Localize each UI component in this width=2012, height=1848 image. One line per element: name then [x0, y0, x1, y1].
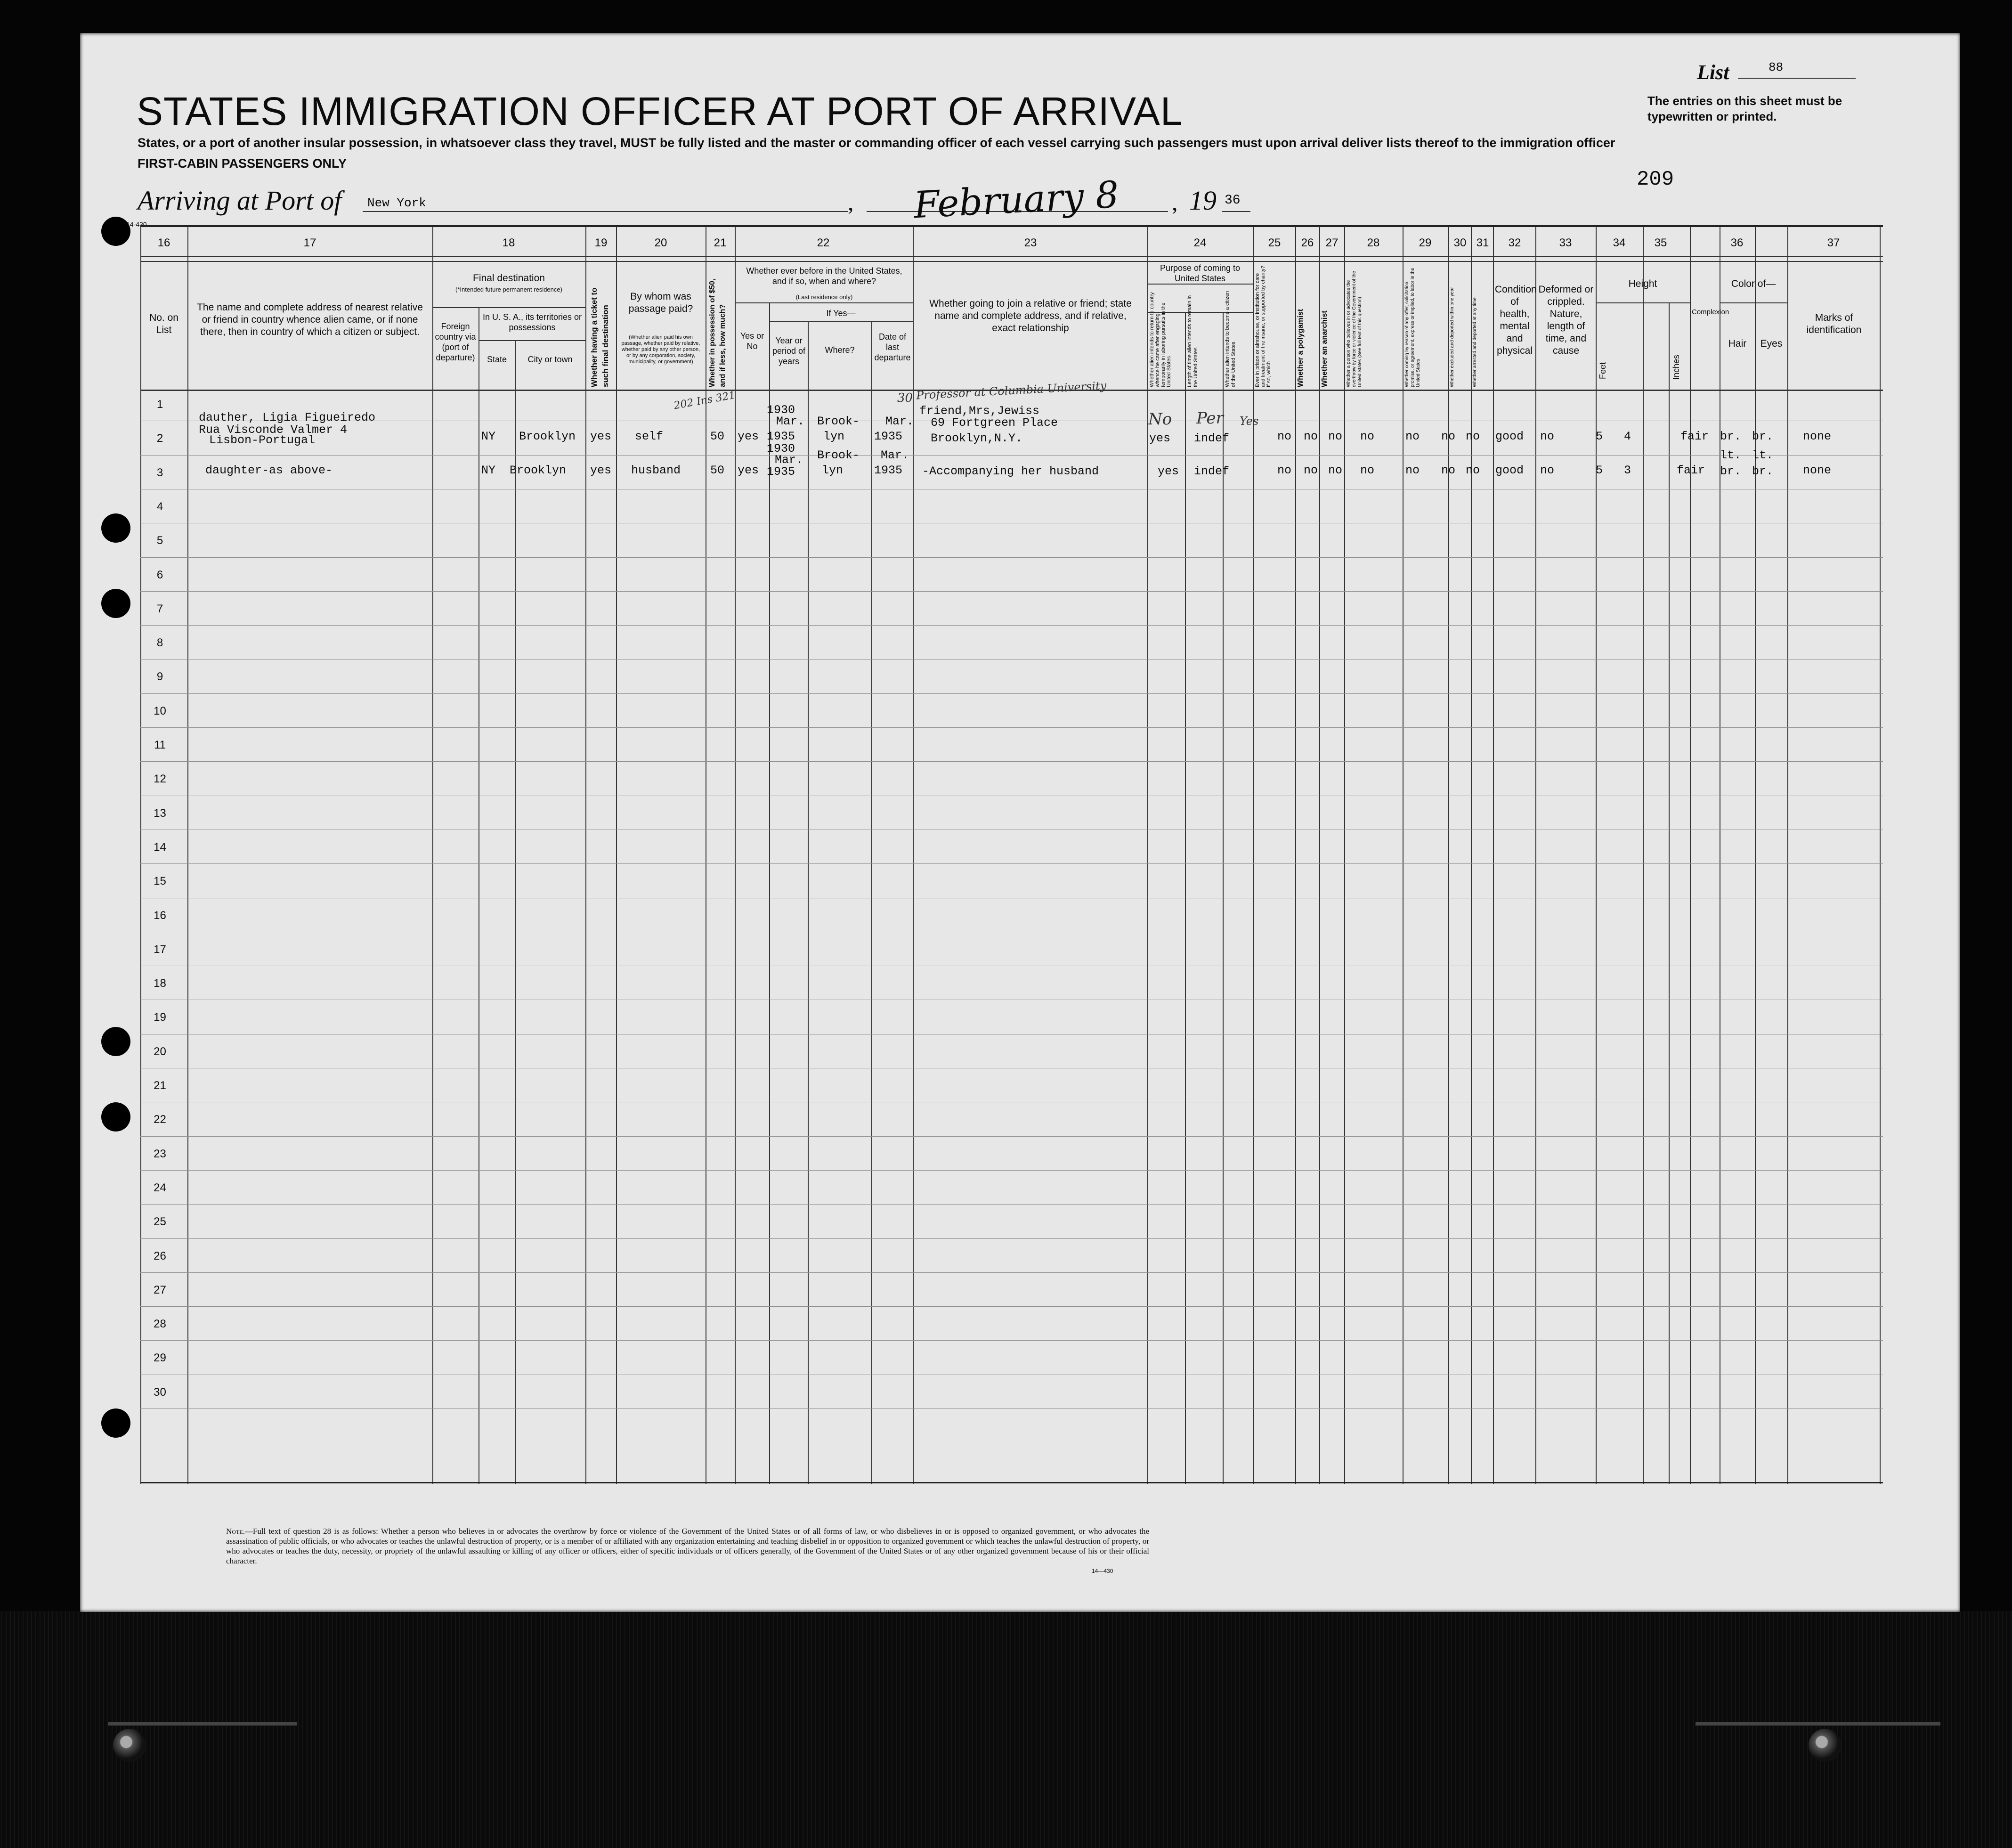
- hdr-in-usa: In U. S. A., its territories or possessions: [482, 312, 582, 332]
- entry-1-years-bottom: 1935: [767, 430, 795, 443]
- row-number: 3: [156, 466, 163, 479]
- row-number: 24: [154, 1181, 166, 1194]
- row-number: 6: [156, 568, 163, 581]
- colnum: 22: [817, 236, 830, 249]
- entry-1-departure-top: Mar.: [885, 415, 914, 428]
- colnum: 33: [1559, 236, 1572, 249]
- entry-2-marks: none: [1803, 464, 1832, 477]
- row-number: 11: [154, 739, 166, 751]
- row-number: 23: [154, 1147, 166, 1160]
- colnum: 28: [1367, 236, 1380, 249]
- col-line: [735, 227, 736, 1484]
- hdr-anarchist: Whether an anarchist: [1321, 310, 1329, 387]
- col-line: [432, 227, 433, 1484]
- sheet-number: 209: [1637, 168, 1674, 191]
- colnum: 32: [1508, 236, 1521, 249]
- hdr-feet: Feet: [1598, 362, 1607, 380]
- colnum: 16: [157, 236, 170, 249]
- year-suffix: 36: [1225, 193, 1241, 208]
- row-number: 9: [156, 670, 163, 684]
- entry-2-eyes: lt. br.: [1752, 448, 1774, 478]
- hdr-health: Condition of health, mental and physical: [1495, 284, 1537, 356]
- entry-1-return: yes: [1149, 431, 1171, 445]
- row-line: [140, 1340, 1883, 1341]
- row-line: [140, 1238, 1883, 1239]
- binder-clip-bar: [108, 1722, 297, 1726]
- col-line: [1787, 227, 1788, 1484]
- colnum: 17: [303, 236, 316, 249]
- entry-2-state: NY: [481, 464, 496, 477]
- row-number: 18: [154, 977, 166, 990]
- row-number: 14: [154, 840, 166, 854]
- entry-1-eyes: br.: [1752, 430, 1774, 443]
- entry-2-years-mid: Mar.: [775, 453, 803, 467]
- entry-1-marks: none: [1803, 430, 1832, 443]
- entry-1-ever-before: yes: [738, 430, 759, 443]
- row-line: [140, 761, 1883, 762]
- entry-1-join-3: Brooklyn,N.Y.: [931, 431, 1023, 445]
- col-line: [808, 321, 809, 1484]
- entry-2-relative: daughter-as above-: [205, 464, 333, 477]
- hdr-deformed: Deformed or crippled. Nature, length of time, and cause: [1538, 284, 1594, 356]
- entry-2-feet: 5: [1596, 464, 1603, 477]
- hdr-year-period: Year or period of years: [772, 336, 806, 366]
- subhdr: [1147, 284, 1253, 285]
- row-line: [140, 557, 1883, 558]
- hdr-state: State: [487, 355, 507, 364]
- form-code: 14-430: [126, 220, 147, 228]
- col-line: [1295, 227, 1296, 1484]
- colnum: 30: [1453, 236, 1467, 249]
- row-line: [140, 1272, 1883, 1273]
- footnote-text: —Full text of question 28 is as follows: Whether a person who believes in or advocates the overthrow by force or violence of the Government of the United States or of all forms of law, or who disbelieves in or is opposed to organized government, or who advocates the assassination of public officials, or who advocates or teaches the unlawful destruction of property, or is a member of or affiliated with any organization entertaining and teaching disbelief in or opposition to organized government or which teaches the unlawful destruction of property, or who advocates or teaches the duty, necessity, or propriety of the unlawful assaulting or killing of any officer or officers, either of specific individuals or of officers generally, of the Government of the United States or of any other organized government because of his or their official character.: [226, 1527, 1149, 1565]
- col-line: [1493, 227, 1494, 1484]
- colnum: 20: [654, 236, 667, 249]
- col-line: [187, 227, 188, 1484]
- entry-2-where-bottom: lyn: [822, 464, 844, 477]
- entry-2-city: Brooklyn: [510, 464, 567, 477]
- hdr-going-to-join: Whether going to join a relative or friend; state name and complete address, and if relative, exact relationship: [929, 298, 1132, 334]
- row-number: 28: [154, 1318, 166, 1331]
- entry-1-handwritten-length: Per: [1196, 409, 1224, 428]
- hdr-purpose: Purpose of coming to United States: [1160, 263, 1241, 283]
- hdr-ticket: Whether having a ticket to such final destination: [590, 287, 610, 387]
- entry-2-ticket: yes: [590, 464, 612, 477]
- entry-1-health: good: [1495, 430, 1524, 443]
- entry-2-prison: no: [1277, 464, 1292, 477]
- hdr-prison: Ever in prison or almshouse, or institution for care and treatment of the insane, or supported by charity? If so, which: [1255, 265, 1272, 387]
- row-number: 15: [154, 875, 166, 888]
- subhdr: [769, 321, 913, 322]
- hdr-city: City or town: [527, 355, 573, 364]
- row-number: 8: [156, 636, 163, 650]
- hdr-polygamist: Whether a polygamist: [1297, 309, 1305, 387]
- row-number: 5: [156, 534, 163, 547]
- entry-1-relative-2: Rua Visconde Valmer 4: [199, 423, 348, 437]
- arriving-label: Arriving at Port of: [138, 185, 342, 216]
- port-value: New York: [367, 196, 426, 210]
- entry-1-join-1: friend,Mrs,Jewiss: [919, 404, 1040, 418]
- row-number: 16: [154, 909, 166, 922]
- colnum: 34: [1613, 236, 1626, 249]
- hdr-q30: Whether excluded and deported within one year: [1450, 287, 1455, 387]
- row-number: 26: [154, 1249, 166, 1262]
- entry-1-q30: no: [1441, 430, 1456, 443]
- hdr-by-whom: By whom was passage paid?: [628, 291, 693, 314]
- subhdr: [432, 307, 585, 308]
- colnum: 19: [594, 236, 608, 249]
- colnum: 23: [1024, 236, 1037, 249]
- row-line: [140, 1204, 1883, 1205]
- colnum: 18: [502, 236, 515, 249]
- colnum-divider: [140, 256, 1883, 257]
- row-number: 12: [154, 773, 166, 786]
- row-number: 20: [154, 1045, 166, 1058]
- port-line: [363, 211, 848, 212]
- entry-1-inches: 4: [1624, 430, 1631, 443]
- page-title: STATES IMMIGRATION OFFICER AT PORT OF ARRIVAL: [137, 89, 1183, 133]
- binder-clip-right: [1809, 1729, 1842, 1762]
- footnote-code: 14—430: [1092, 1568, 1113, 1574]
- col-line: [1448, 227, 1449, 1484]
- row-line: [140, 1408, 1883, 1409]
- hdr-complexion: Complexion: [1692, 308, 1729, 316]
- instructions: States, or a port of another insular possession, in whatsoever class they travel, MUST be fully listed and the master or commanding officer of each vessel carrying such passengers must upon arrival deliver lists thereof to the immigration officer: [138, 136, 1615, 150]
- entry-2-deformed: no: [1540, 464, 1555, 477]
- entry-2-money: 50: [710, 464, 725, 477]
- entry-1-handwritten-return: No: [1148, 410, 1172, 429]
- table-bottom: [140, 1482, 1883, 1483]
- entry-2-paid-by: husband: [631, 464, 681, 477]
- entry-1-length: indef: [1194, 431, 1230, 445]
- hdr-purpose-c: Whether alien intends to become a citizen of the United States: [1225, 291, 1236, 387]
- entry-2-years-bottom: 1935: [767, 465, 795, 479]
- entry-2-q28: no: [1360, 464, 1375, 477]
- col-line: [1471, 227, 1472, 1484]
- list-number-line: [1738, 78, 1856, 79]
- hdr-if-yes: If Yes—: [826, 309, 856, 318]
- colnum: 31: [1476, 236, 1489, 249]
- punch-hole: [101, 1102, 130, 1132]
- entry-1-q28: no: [1360, 430, 1375, 443]
- row-line: [140, 727, 1883, 728]
- row-line: [140, 1306, 1883, 1307]
- colnum: 24: [1193, 236, 1207, 249]
- row-line: [140, 863, 1883, 864]
- entry-1-feet: 5: [1596, 430, 1603, 443]
- entry-2-anarchist: no: [1328, 464, 1343, 477]
- colnum: 25: [1268, 236, 1281, 249]
- row-line: [140, 625, 1883, 626]
- col-line: [140, 227, 141, 1484]
- punch-hole: [101, 1027, 130, 1056]
- hdr-last-residence: (Last residence only): [795, 293, 853, 301]
- entry-1-years-mid: Mar.: [776, 415, 805, 428]
- row-number: 17: [154, 943, 166, 956]
- col-line: [871, 321, 872, 1484]
- entry-2-q30: no: [1441, 464, 1456, 477]
- list-number: 88: [1769, 60, 1784, 74]
- entry-2-departure-top: Mar.: [881, 448, 909, 462]
- col-line: [1690, 227, 1691, 1484]
- col-line: [616, 227, 617, 1484]
- row-number: 29: [154, 1351, 166, 1365]
- hdr-eyes: Eyes: [1760, 338, 1783, 349]
- hdr-final-destination-sub: (*Intended future permanent residence): [455, 286, 562, 293]
- arrival-date: February 8: [912, 173, 1120, 227]
- colnum: 27: [1325, 236, 1339, 249]
- binder-clip-bar-right: [1696, 1722, 1940, 1726]
- footnote: [226, 1526, 1149, 1566]
- row-number: 4: [156, 500, 163, 513]
- hdr-color-of: Color of—: [1731, 278, 1776, 289]
- row-number: 13: [154, 806, 166, 820]
- col-line: [1344, 227, 1345, 1484]
- row-number: 7: [156, 602, 163, 615]
- col-line: [1643, 227, 1644, 1484]
- entry-1-relative: dauther, Ligia Figueiredo: [199, 411, 376, 424]
- entry-2-hair: lt. br.: [1720, 448, 1742, 478]
- comma: ,: [1172, 189, 1178, 215]
- hdr-foreign-country: Foreign country via (port of departure): [435, 322, 476, 362]
- subhdr: [1720, 302, 1787, 303]
- entry-1-city: Brooklyn: [519, 430, 576, 443]
- list-label: List: [1697, 61, 1729, 84]
- row-line: [140, 1136, 1883, 1137]
- row-line: [140, 693, 1883, 694]
- entry-1-where-top: Brook-: [817, 415, 860, 428]
- entry-1-where-bottom: lyn: [823, 430, 845, 443]
- entry-1-prison: no: [1277, 430, 1292, 443]
- entries-note: The entries on this sheet must be typewritten or printed.: [1647, 94, 1842, 123]
- entry-1-anarchist: no: [1328, 430, 1343, 443]
- entry-2-length: indef: [1194, 464, 1230, 478]
- scanner-background: [0, 1611, 2012, 1848]
- entry-1-paid-by: self: [635, 430, 664, 443]
- row-number: 21: [154, 1079, 166, 1092]
- col-line: [515, 340, 516, 1484]
- subhdr: [735, 302, 913, 303]
- hdr-final-destination: Final destination: [473, 273, 545, 284]
- cabin-class: FIRST-CABIN PASSENGERS ONLY: [138, 156, 347, 171]
- entry-1-deformed: no: [1540, 430, 1555, 443]
- hdr-q31: Whether arrested and deported at any time: [1472, 297, 1477, 387]
- col-line: [1403, 227, 1404, 1484]
- row-number: 2: [156, 432, 163, 445]
- row-number: 1: [156, 398, 163, 411]
- header-divider: [140, 261, 1883, 262]
- colnum: 21: [714, 236, 727, 249]
- entry-2-departure-bottom: 1935: [874, 464, 903, 477]
- entry-2-return: yes: [1158, 464, 1179, 478]
- row-line: [140, 1170, 1883, 1171]
- hdr-inches: Inches: [1671, 354, 1681, 380]
- row-number: 10: [154, 704, 166, 717]
- hdr-no-on-list: No. on List: [149, 312, 178, 335]
- colnum: 36: [1730, 236, 1744, 249]
- colnum: 35: [1654, 236, 1667, 249]
- hdr-hair: Hair: [1728, 338, 1747, 349]
- entry-2-polygamist: no: [1304, 464, 1318, 477]
- row-number: 30: [154, 1385, 166, 1399]
- entry-2-inches: 3: [1624, 464, 1631, 477]
- entry-2-where-top: Brook-: [817, 448, 860, 462]
- hdr-where: Where?: [825, 345, 855, 355]
- punch-hole: [101, 1408, 130, 1438]
- punch-hole: [101, 589, 130, 618]
- entry-2-ever-before: yes: [738, 464, 759, 477]
- footnote-label: Note.: [226, 1527, 245, 1536]
- year-line: [1222, 211, 1250, 212]
- entry-2-health: good: [1495, 464, 1524, 477]
- col-line: [585, 227, 586, 1484]
- hdr-q28: Whether a person who believes in or advocates the overthrow by force or violence of the Government of the United States (See full text of this question): [1346, 271, 1363, 387]
- subhdr: [1596, 302, 1690, 303]
- entry-1-complexion: fair: [1680, 430, 1709, 443]
- hdr-by-whom-sub: (Whether alien paid his own passage, whether paid by relative, whether paid by any other person, or by any corporation, society, municipality, or government): [621, 334, 700, 365]
- entry-1-polygamist: no: [1304, 430, 1318, 443]
- col-line: [1596, 227, 1597, 1484]
- hdr-height: Height: [1628, 278, 1657, 289]
- col-line: [1755, 227, 1756, 1484]
- hdr-possession-50: Whether in possession of $50, and if less, how much?: [708, 278, 727, 387]
- entry-1-handwritten-30: 30: [897, 391, 913, 405]
- entry-1-money: 50: [710, 430, 725, 443]
- entry-1-handwritten-paid: 202 Ins 321: [673, 389, 737, 412]
- colnum: 29: [1419, 236, 1432, 249]
- row-number: 22: [154, 1113, 166, 1126]
- col-line: [1535, 227, 1536, 1484]
- entry-1-state: NY: [481, 430, 496, 443]
- row-number: 25: [154, 1215, 166, 1229]
- colnum: 26: [1301, 236, 1314, 249]
- entry-1-q31: no: [1466, 430, 1480, 443]
- entry-1-join-2: 69 Fortgreen Place: [931, 416, 1058, 430]
- entry-2-years-top: 1930: [767, 442, 795, 456]
- row-line: [140, 455, 1883, 456]
- entry-1-departure-bottom: 1935: [874, 430, 903, 443]
- hdr-yes-no: Yes or No: [740, 331, 764, 351]
- hdr-nearest-relative: The name and complete address of nearest relative or friend in country whence alien came, or if none there, then in country of which a citizen or subject.: [197, 302, 423, 337]
- entry-2-q29: no: [1405, 464, 1420, 477]
- col-line: [1319, 227, 1320, 1484]
- row-number: 19: [154, 1011, 166, 1024]
- entry-1-handwritten-citizen: Yes: [1240, 415, 1259, 428]
- subhdr: [479, 340, 585, 341]
- hdr-ever-before: Whether ever before in the United States, and if so, when and where?: [746, 266, 902, 286]
- year-prefix: 19: [1189, 185, 1217, 216]
- entry-2-join: -Accompanying her husband: [922, 464, 1099, 478]
- binder-clip-left: [113, 1729, 146, 1762]
- row-line: [140, 591, 1883, 592]
- entry-1-hair: br.: [1720, 430, 1742, 443]
- entry-2-complexion: fair: [1677, 464, 1705, 477]
- entry-1-q29: no: [1405, 430, 1420, 443]
- punch-hole: [101, 513, 130, 543]
- entry-2-q31: no: [1466, 464, 1480, 477]
- hdr-date-departure: Date of last departure: [874, 332, 911, 362]
- col-line: [1880, 227, 1881, 1484]
- entry-1-years-top: 1930: [767, 403, 795, 417]
- hdr-purpose-b: Length of time alien intends to remain in the United States: [1187, 295, 1199, 387]
- hdr-q29: Whether coming by reason of any offer, solicitation, promise, or agreement, express or implied, to labor in the United States: [1404, 268, 1421, 387]
- colnum: 37: [1827, 236, 1840, 249]
- row-number: 27: [154, 1283, 166, 1296]
- entry-1-relative-3: Lisbon-Portugal: [209, 433, 316, 447]
- hdr-purpose-a: Whether alien intends to return to country whence he came after engaging temporarily in laboring pursuits in the United States: [1149, 292, 1172, 387]
- entry-1-ticket: yes: [590, 430, 612, 443]
- entry-1-handwritten-join: Professor at Columbia University: [916, 379, 1107, 402]
- hdr-marks: Marks of identification: [1806, 312, 1862, 335]
- comma: ,: [848, 189, 854, 215]
